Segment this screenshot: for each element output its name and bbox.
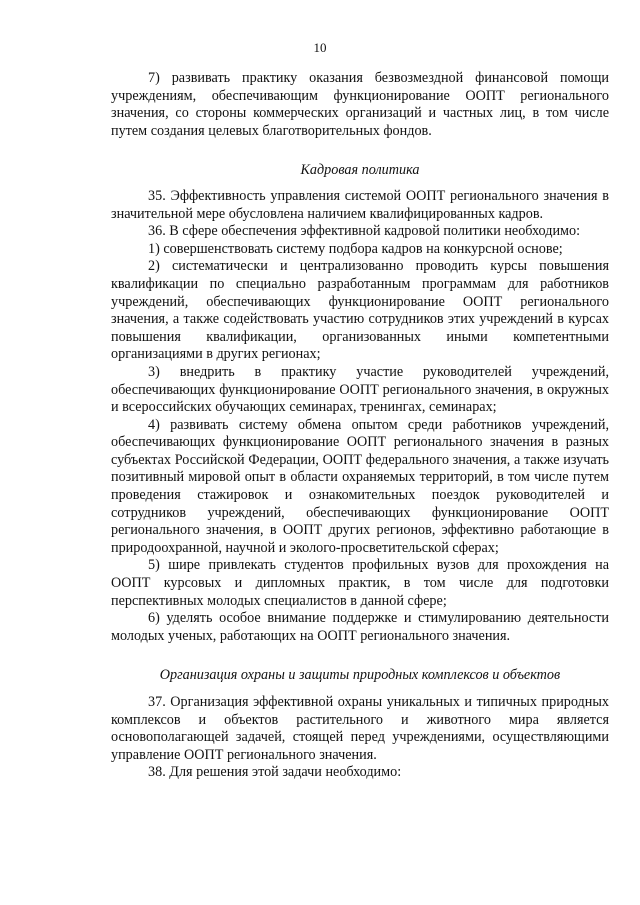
- paragraph-36-item-4: 4) развивать систему обмена опытом среди работников учреждений, обеспечивающих функционирование ООПТ регионального значения в разных субъектах Российской Федерации, ООПТ федерального значения, а также изучать позитивный мировой опыт в области охраняемых территорий, в том числе путем проведения стажировок и ознакомительных поездок руководителей и сотрудников учреждений, обеспечивающих функционирование ООПТ регионального значения, в ООПТ других регионов, эффективно работающие в природоохранной, научной и эколого-просветительской сферах;: [111, 416, 609, 556]
- paragraph-38: 38. Для решения этой задачи необходимо:: [148, 764, 402, 781]
- paragraph-36: 36. В сфере обеспечения эффективной кадровой политики необходимо:: [148, 223, 581, 240]
- paragraph-intro-item-7: 7) развивать практику оказания безвозмездной финансовой помощи учреждениям, обеспечивающим функционирование ООПТ регионального значения, со стороны коммерческих организаций и частных лиц, в том числе путем создания целевых благотворительных фондов.: [111, 70, 609, 139]
- paragraph-36-item-2: 2) систематически и централизованно проводить курсы повышения квалификации по специально разработанным программам для работников учреждений, обеспечивающих функционирование ООПТ регионального значения, а также содействовать участию сотрудников этих учреждений в курсах повышения квалификации, организованных иными компетентными организациями в других регионах;: [111, 258, 609, 363]
- document-body: [111, 70, 609, 782]
- section-heading-nature-protection: Организация охраны и защиты природных комплексов и объектов: [159, 667, 561, 684]
- page-number: 10: [313, 40, 327, 55]
- paragraph-37: 37. Организация эффективной охраны уникальных и типичных природных комплексов и объектов растительного и животного мира является основополагающей задачей, стоящей перед учреждениями, осуществляющими управление ООПТ регионального значения.: [111, 694, 609, 763]
- paragraph-36-item-5: 5) шире привлекать студентов профильных вузов для прохождения на ООПТ курсовых и дипломных практик, в том числе для подготовки перспективных молодых специалистов в данной сфере;: [111, 557, 609, 609]
- paragraph-36-item-6: 6) уделять особое внимание поддержке и стимулированию деятельности молодых ученых, работающих на ООПТ регионального значения.: [111, 610, 609, 644]
- paragraph-36-item-3: 3) внедрить в практику участие руководителей учреждений, обеспечивающих функционирование ООПТ регионального значения, в окружных и всероссийских обучающих семинарах, тренингах, семинарах;: [111, 363, 609, 416]
- section-heading-personnel-policy: Кадровая политика: [300, 162, 420, 179]
- paragraph-35: 35. Эффективность управления системой ООПТ регионального значения в значительной мере обусловлена наличием квалифицированных кадров.: [111, 187, 609, 222]
- paragraph-36-item-1: 1) совершенствовать систему подбора кадров на конкурсной основе;: [148, 240, 563, 257]
